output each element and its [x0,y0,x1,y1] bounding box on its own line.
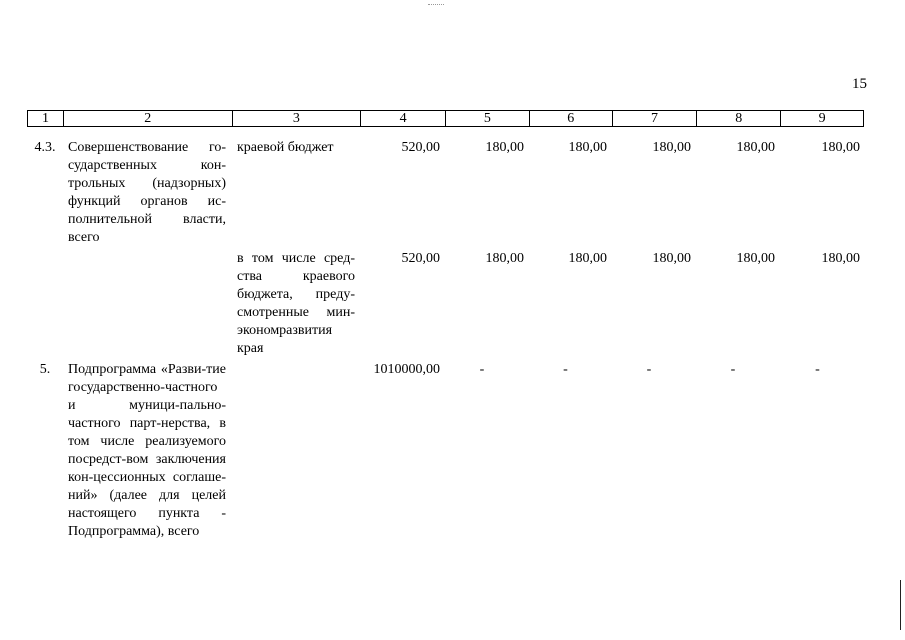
scan-edge-line [900,580,901,630]
header-col-3: 3 [233,111,362,126]
row-value-col9: 180,00 [821,251,860,266]
row-value-col4: 520,00 [401,140,440,155]
header-col-5: 5 [446,111,530,126]
row-value-col8: 180,00 [736,251,775,266]
header-col-2: 2 [64,111,233,126]
row-source: краевой бюджет [237,140,334,155]
row-value-col7: 180,00 [652,140,691,155]
row-value-col7: - [646,362,652,377]
row-value-col6: 180,00 [568,251,607,266]
row-value-col9: - [815,362,820,377]
row-value-col8: 180,00 [736,140,775,155]
header-col-9: 9 [818,111,826,126]
page-number: 15 [852,76,867,92]
row-value-col4: 520,00 [401,251,440,266]
row-value-col6: 180,00 [568,140,607,155]
header-col-8: 8 [697,111,781,126]
row-value-col9: 180,00 [821,140,860,155]
row-value-col7: 180,00 [652,251,691,266]
header-col-4: 4 [361,111,446,126]
scan-mark [428,4,444,6]
row-value-col4: 1010000,00 [373,362,440,377]
row-number: 4.3. [34,140,56,155]
header-col-1: 1 [28,111,64,126]
row-value-col5: 180,00 [485,140,524,155]
row-name: Подпрограмма «Разви-тие государственно-частного и муници-пально-частного парт-нерства, в том числе реализуемого посредст-вом заключения кон-цессионных соглаше-ний» (далее для целей настоящего пункта - Подпрограмма), всего [68,362,226,539]
row-value-col8: - [730,362,736,377]
row-source: в том числе сред-ства краевого бюджета, преду-смотренные мин-экономразвития края [237,251,355,356]
row-number: 5. [39,362,51,377]
row-value-col6: - [563,362,568,377]
header-col-6: 6 [530,111,613,126]
row-name: Совершенствование го-сударственных кон-трольных (надзорных) функций органов ис-полнительной власти, всего [68,140,226,245]
row-value-col5: - [479,362,485,377]
row-value-col5: 180,00 [485,251,524,266]
table-header-row [27,110,864,127]
header-col-7: 7 [613,111,698,126]
